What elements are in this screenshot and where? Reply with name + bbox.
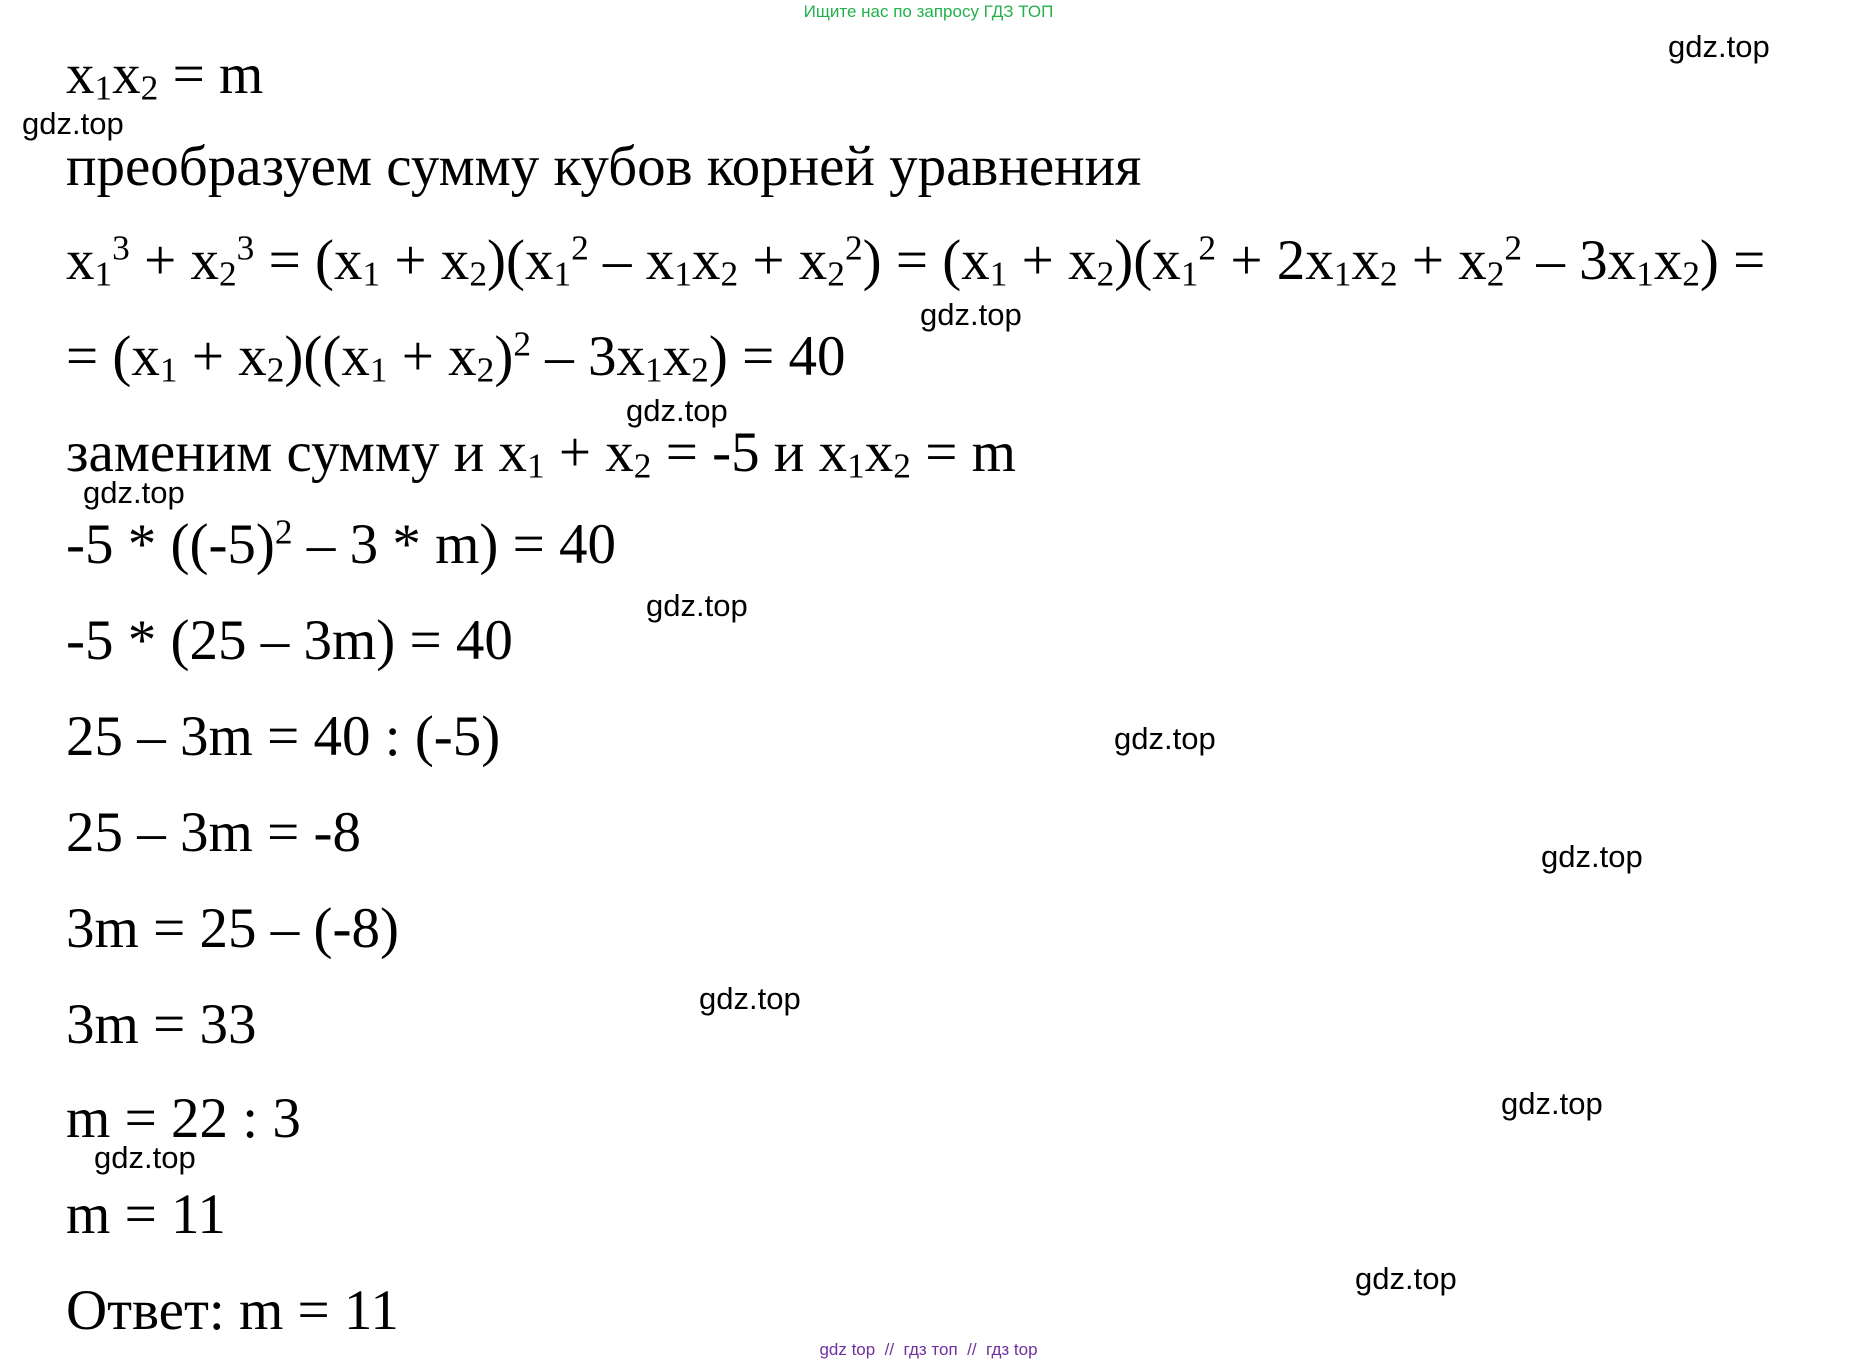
watermark: gdz.top bbox=[626, 393, 728, 428]
watermark: gdz.top bbox=[1541, 839, 1643, 874]
watermark: gdz.top bbox=[699, 981, 801, 1016]
watermark: gdz.top bbox=[1668, 29, 1770, 64]
line-equation-3: 25 – 3m = 40 : (-5) bbox=[66, 705, 501, 768]
footer-links: gdz top // гдз топ // гдз top bbox=[819, 1340, 1038, 1359]
watermark: gdz.top bbox=[1114, 721, 1216, 756]
watermark: gdz.top bbox=[1355, 1261, 1457, 1296]
watermark: gdz.top bbox=[1501, 1086, 1603, 1121]
line-equation-2: -5 * (25 – 3m) = 40 bbox=[66, 609, 513, 672]
line-product-of-roots: $x_1x_2 = m$ bbox=[66, 43, 264, 108]
line-equation-8: m = 11 bbox=[66, 1183, 226, 1246]
top-banner: Ищите нас по запросу ГДЗ ТОП bbox=[803, 2, 1054, 21]
line-equation-6: 3m = 33 bbox=[66, 993, 257, 1056]
watermark: gdz.top bbox=[920, 297, 1022, 332]
line-substitution-text: заменим сумму и $x_1 + x_2 = -5$ и $x_1x_2 = m$ bbox=[66, 421, 1016, 486]
watermark: gdz.top bbox=[646, 588, 748, 623]
line-sum-of-cubes: $x_1^3 + x_2^3 = (x_1 + x_2)(x_1^2 - x_1x_2 + x_2^2) = (x_1 + x_2)(x_1^2 + 2x_1x_2 + x_2^2 - 3x_1x_2)$ = bbox=[66, 228, 1766, 294]
line-transform-text: преобразуем сумму кубов корней уравнения bbox=[66, 135, 1142, 198]
watermark: gdz.top bbox=[83, 475, 185, 510]
watermark: gdz.top bbox=[94, 1140, 196, 1175]
line-answer: Ответ: m = 11 bbox=[66, 1279, 399, 1342]
watermark: gdz.top bbox=[22, 106, 124, 141]
line-identity-result: = $(x_1 + x_2)((x_1 + x_2)^2 - 3x_1x_2) = 40$ bbox=[66, 324, 846, 390]
line-equation-7: m = 22 : 3 bbox=[66, 1087, 301, 1150]
line-equation-5: 3m = 25 – (-8) bbox=[66, 897, 399, 960]
line-equation-1: $-5 * ((-5)^2 - 3 * m) = 40$ bbox=[66, 512, 617, 576]
line-equation-4: 25 – 3m = -8 bbox=[66, 801, 361, 864]
